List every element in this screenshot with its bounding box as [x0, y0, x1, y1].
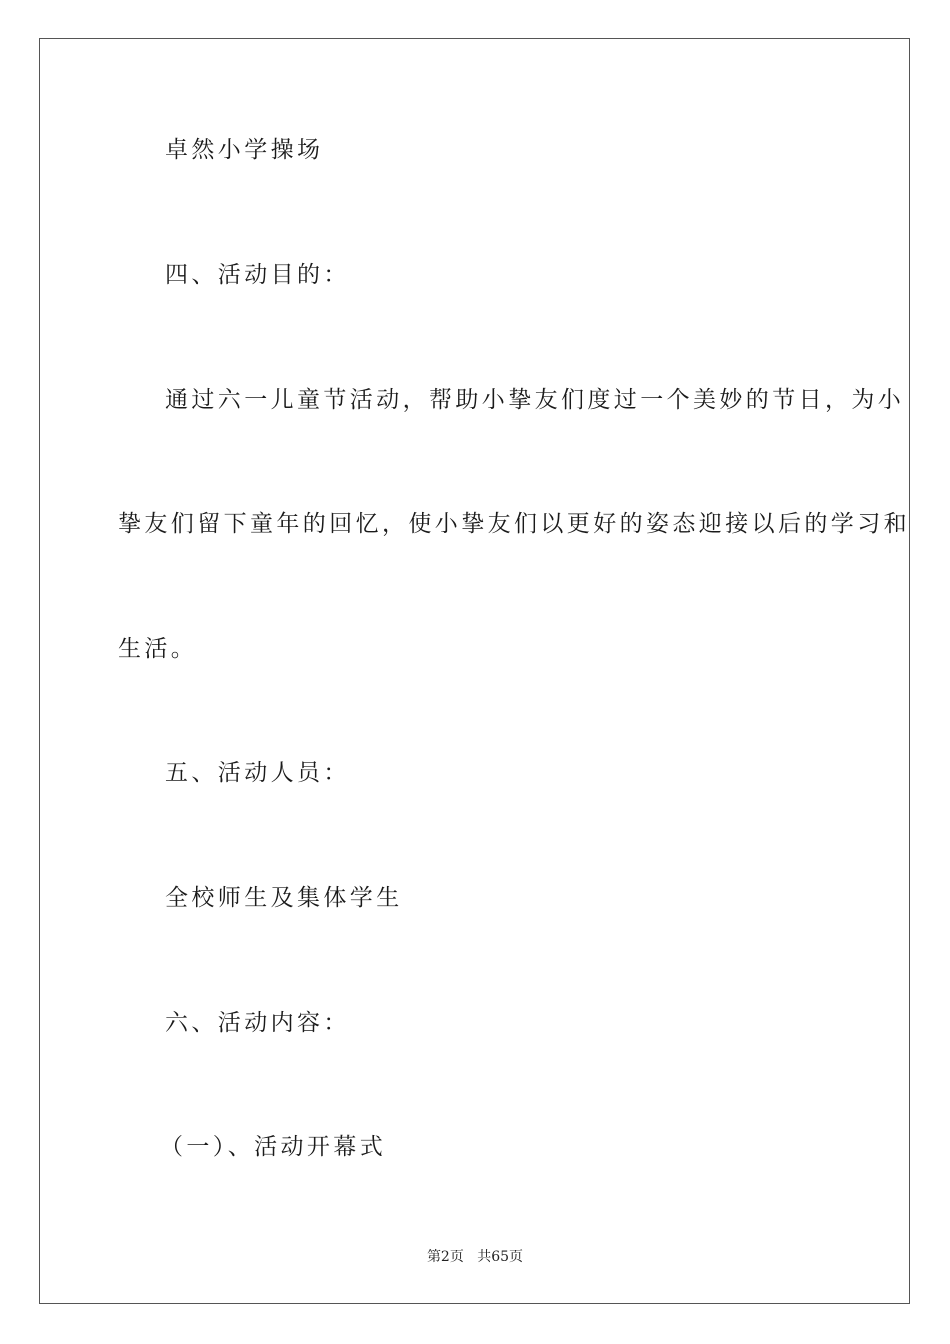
participants-line: 全校师生及集体学生	[165, 885, 403, 911]
section-heading-content: 六、活动内容：	[165, 1010, 350, 1036]
subsection-opening-ceremony: （一）、活动开幕式	[160, 1134, 387, 1160]
paragraph-purpose-line-3: 生活。	[118, 636, 198, 662]
page-total: 共65页	[477, 1249, 524, 1265]
page-footer	[0, 1248, 950, 1266]
section-heading-participants: 五、活动人员：	[165, 760, 350, 786]
paragraph-purpose-line-2: 挚友们留下童年的回忆，使小挚友们以更好的姿态迎接以后的学习和	[118, 511, 910, 537]
paragraph-purpose-line-1: 通过六一儿童节活动，帮助小挚友们度过一个美妙的节日，为小	[165, 387, 905, 413]
section-heading-purpose: 四、活动目的：	[165, 262, 350, 288]
venue-line: 卓然小学操场	[165, 137, 324, 163]
page-number: 第2页	[426, 1249, 464, 1265]
page-frame	[39, 38, 910, 1304]
